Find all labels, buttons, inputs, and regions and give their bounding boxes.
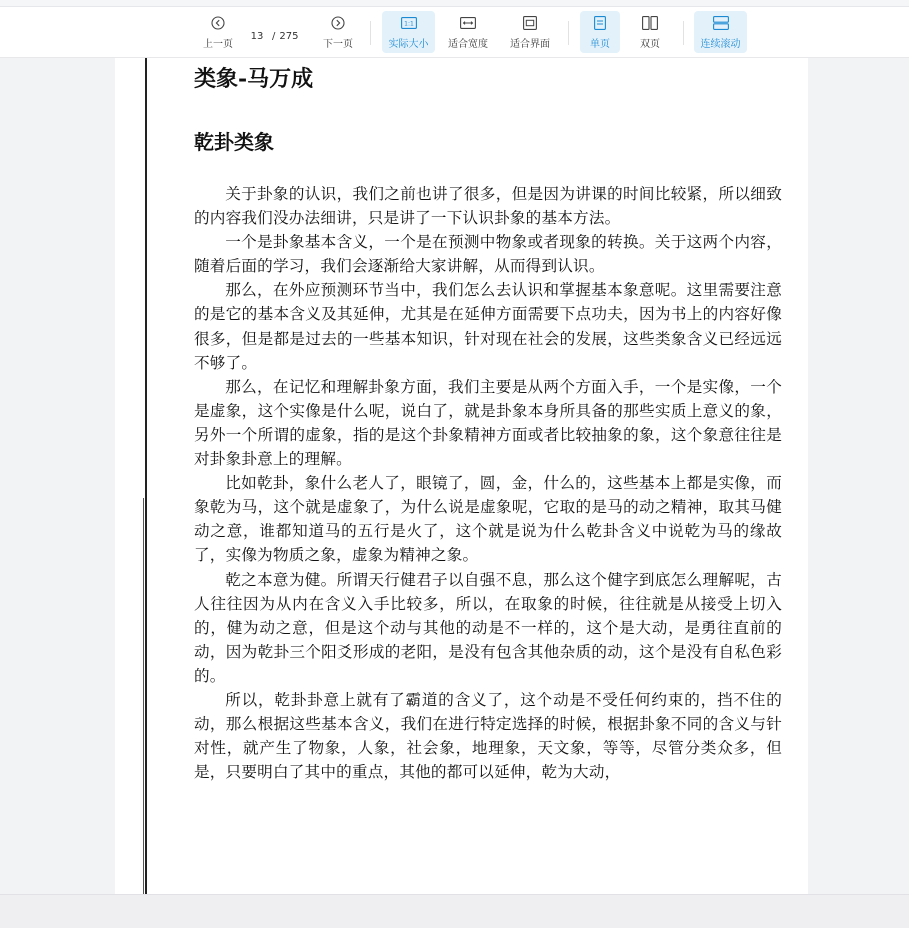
paragraph: 关于卦象的认识，我们之前也讲了很多，但是因为讲课的时间比较紧，所以细致的内容我们没办法细讲，只是讲了一下认识卦象的基本方法。 bbox=[194, 185, 782, 228]
next-page-label: 下一页 bbox=[323, 39, 353, 50]
continuous-scroll-label: 连续滚动 bbox=[700, 39, 741, 50]
toolbar-divider bbox=[568, 21, 569, 45]
fit-page-icon bbox=[521, 14, 539, 32]
current-page-input[interactable]: 13 bbox=[250, 30, 264, 42]
paragraph: 比如乾卦，象什么老人了，眼镜了，圆，金，什么的，这些基本上都是实像，而象乾为马，这个就是虚象了，为什么说是虚象呢，它取的是马的动之精神，取其马健动之意，谁都知道马的五行是火了，这个就是说为什么乾卦含义中说乾为马的缘故了，实像为物质之象，虚象为精神之象。 bbox=[194, 474, 782, 565]
page-body bbox=[194, 182, 782, 784]
continuous-scroll-icon bbox=[712, 14, 730, 32]
fit-width-button[interactable] bbox=[443, 11, 493, 53]
chevron-left-circle-icon bbox=[209, 14, 227, 32]
actual-size-label: 实际大小 bbox=[388, 39, 429, 50]
svg-text:1:1: 1:1 bbox=[403, 20, 414, 28]
toolbar-divider bbox=[683, 21, 684, 45]
total-pages: 275 bbox=[279, 30, 299, 42]
next-page-button[interactable] bbox=[318, 11, 358, 53]
toolbar-divider bbox=[370, 21, 371, 45]
chevron-right-circle-icon bbox=[329, 14, 347, 32]
double-page-icon bbox=[641, 14, 659, 32]
document-title: 类象-马万成 bbox=[194, 66, 314, 92]
paragraph: 那么，在外应预测环节当中，我们怎么去认识和掌握基本象意呢。这里需要注意的是它的基本含义及其延伸，尤其是在延伸方面需要下点功夫，因为书上的内容好像很多，但是都是过去的一些基本知识，针对现在社会的发展，这些类象含义已经远远不够了。 bbox=[194, 281, 782, 372]
fit-page-button[interactable] bbox=[504, 11, 556, 53]
paragraph: 乾之本意为健。所谓天行健君子以自强不息，那么这个健字到底怎么理解呢，古人往往因为从内在含义入手比较多，所以，在取象的时候，往往就是从接受上切入的，健为动之意，但是这个动与其他的动是不一样的，这个是大动，是勇往直前的动，因为乾卦三个阳爻形成的老阳，是没有包含其他杂质的动，这个是没有自私色彩的。 bbox=[194, 570, 782, 685]
actual-size-icon bbox=[400, 14, 418, 32]
double-page-label: 双页 bbox=[640, 39, 660, 50]
status-bar bbox=[0, 894, 909, 928]
single-page-label: 单页 bbox=[590, 39, 610, 50]
page-indicator bbox=[248, 26, 298, 46]
single-page-icon bbox=[591, 14, 609, 32]
document-viewer[interactable] bbox=[0, 58, 909, 894]
section-heading: 乾卦类象 bbox=[194, 130, 274, 154]
paragraph: 所以，乾卦卦意上就有了霸道的含义了，这个动是不受任何约束的，挡不住的动，那么根据这些基本含义，我们在进行特定选择的时候，根据卦象不同的含义与针对性，就产生了物象，人象，社会象，地理象，天文象，等等，尽管分类众多，但是，只要明白了其中的重点，其他的都可以延伸，乾为大动， bbox=[194, 690, 782, 782]
prev-page-label: 上一页 bbox=[203, 39, 233, 50]
double-page-button[interactable] bbox=[630, 11, 670, 53]
paragraph: 一个是卦象基本含义，一个是在预测中物象或者现象的转换。关于这两个内容，随着后面的学习，我们会逐渐给大家讲解，从而得到认识。 bbox=[194, 233, 782, 276]
paragraph: 那么，在记忆和理解卦象方面，我们主要是从两个方面入手，一个是实像，一个是虚象，这个实像是什么呢，说白了，就是卦象本身所具备的那些实质上意义的象，另外一个所谓的虚象，指的是这个卦象精神方面或者比较抽象的象，这个象意往往是对卦象卦意上的理解。 bbox=[194, 377, 782, 469]
page-separator: / bbox=[272, 30, 276, 42]
single-page-button[interactable] bbox=[580, 11, 620, 53]
scan-binding-edge bbox=[145, 58, 147, 894]
scan-binding-edge bbox=[143, 498, 144, 894]
window-top-strip bbox=[0, 0, 909, 7]
actual-size-button[interactable] bbox=[382, 11, 435, 53]
fit-page-label: 适合界面 bbox=[510, 39, 550, 50]
fit-width-icon bbox=[459, 14, 477, 32]
continuous-scroll-button[interactable] bbox=[694, 11, 747, 53]
fit-width-label: 适合宽度 bbox=[448, 39, 488, 50]
pdf-page bbox=[115, 58, 808, 894]
pdf-toolbar bbox=[0, 7, 909, 58]
prev-page-button[interactable] bbox=[198, 11, 238, 53]
